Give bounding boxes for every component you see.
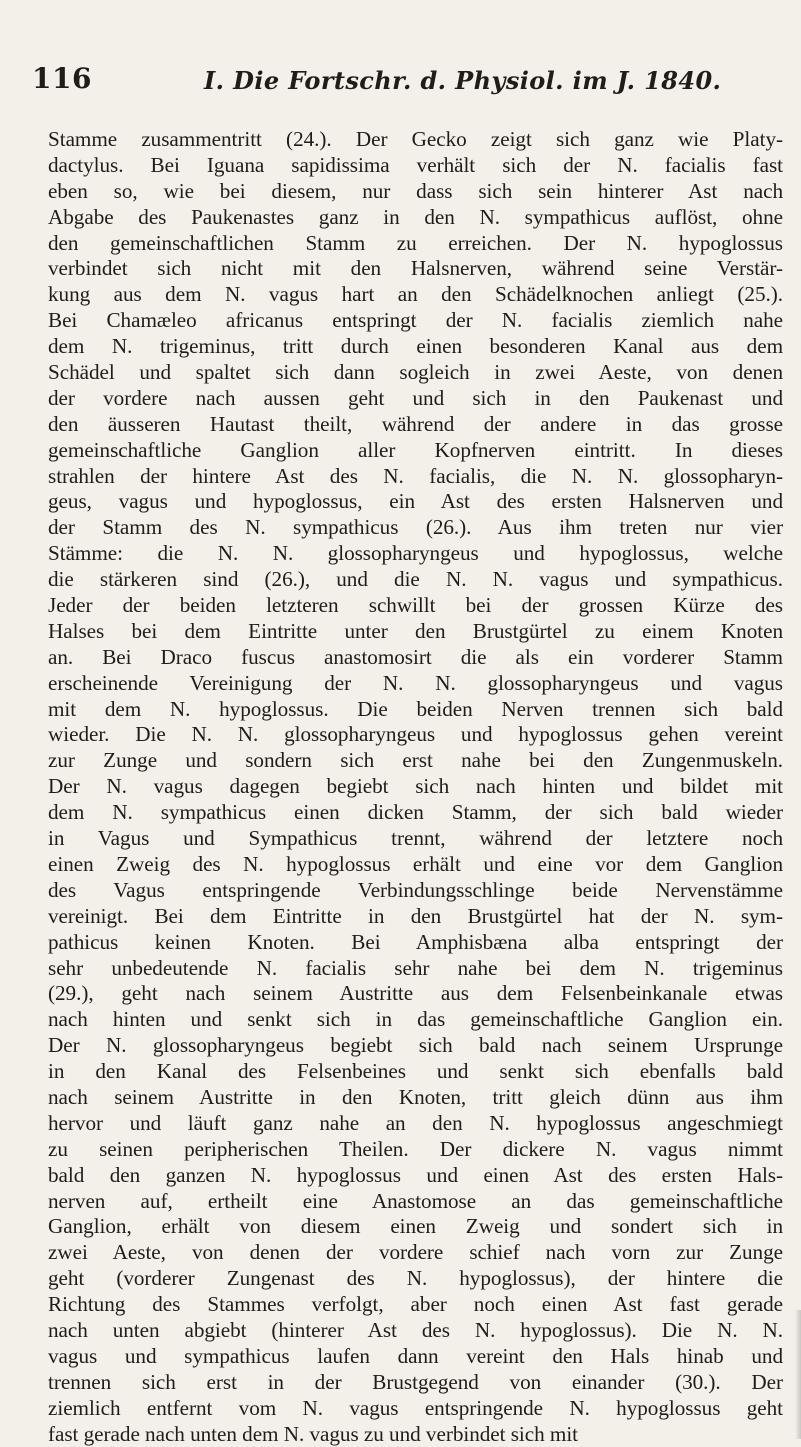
text-line: trennen sich erst in der Brustgegend von einander (30.). Der	[48, 1369, 783, 1394]
text-line: Stamme zusammentritt (24.). Der Gecko zeigt sich ganz wie Platy-	[48, 127, 783, 151]
text-line: gemeinschaftliche Ganglion aller Kopfnerven eintritt. In dieses	[48, 437, 783, 462]
text-line: dactylus. Bei Iguana sapidissima verhält sich der N. facialis fast	[48, 152, 783, 177]
text-line: dem N. trigeminus, tritt durch einen besonderen Kanal aus dem	[48, 334, 783, 359]
text-line: der Stamm des N. sympathicus (26.). Aus ihm treten nur vier	[48, 515, 783, 540]
text-line: Richtung des Stammes verfolgt, aber noch einen Ast fast gerade	[48, 1292, 783, 1317]
text-line: an. Bei Draco fuscus anastomosirt die als ein vorderer Stamm	[48, 644, 783, 669]
text-line: Halses bei dem Eintritte unter den Brustgürtel zu einem Knoten	[48, 618, 783, 643]
text-line: Stämme: die N. N. glossopharyngeus und hypoglossus, welche	[48, 541, 783, 566]
text-line: Der N. vagus dagegen begiebt sich nach hinten und bildet mit	[48, 774, 783, 799]
text-line: erscheinende Vereinigung der N. N. glossopharyngeus und vagus	[48, 670, 783, 695]
text-line: einen Zweig des N. hypoglossus erhält und eine vor dem Ganglion	[48, 851, 783, 876]
text-line: hervor und läuft ganz nahe an den N. hypoglossus angeschmiegt	[48, 1110, 783, 1135]
text-line: kung aus dem N. vagus hart an den Schädelknochen anliegt (25.).	[48, 282, 783, 307]
running-head: I. Die Fortschr. d. Physiol. im J. 1840.	[204, 66, 722, 95]
page-number: 116	[32, 62, 92, 95]
text-line: verbindet sich nicht mit den Halsnerven, während seine Verstär-	[48, 256, 783, 281]
text-line: nach unten abgiebt (hinterer Ast des N. hypoglossus). Die N. N.	[48, 1317, 783, 1342]
text-line: zur Zunge und sondern sich erst nahe bei den Zungenmuskeln.	[48, 748, 783, 773]
text-line: in den Kanal des Felsenbeines und senkt sich ebenfalls bald	[48, 1059, 783, 1084]
text-line: des Vagus entspringende Verbindungsschlinge beide Nervenstämme	[48, 877, 783, 902]
body-text	[48, 127, 783, 1447]
text-line: strahlen der hintere Ast des N. facialis, die N. N. glossopharyn-	[48, 463, 783, 488]
text-line: eben so, wie bei diesem, nur dass sich sein hinterer Ast nach	[48, 178, 783, 203]
text-line: geht (vorderer Zungenast des N. hypoglossus), der hintere die	[48, 1266, 783, 1291]
text-line: den äusseren Hautast theilt, während der andere in das grosse	[48, 411, 783, 436]
text-line: Jeder der beiden letzteren schwillt bei der grossen Kürze des	[48, 593, 783, 618]
text-line: mit dem N. hypoglossus. Die beiden Nerven trennen sich bald	[48, 696, 783, 721]
text-line: wieder. Die N. N. glossopharyngeus und hypoglossus gehen vereint	[48, 722, 783, 747]
text-line: geus, vagus und hypoglossus, ein Ast des ersten Halsnerven und	[48, 489, 783, 514]
text-line: vereinigt. Bei dem Eintritte in den Brustgürtel hat der N. sym-	[48, 903, 783, 928]
text-line: Bei Chamæleo africanus entspringt der N. facialis ziemlich nahe	[48, 308, 783, 333]
text-line: vagus und sympathicus laufen dann vereint den Hals hinab und	[48, 1343, 783, 1368]
page-edge-shadow	[795, 1310, 801, 1439]
text-line: den gemeinschaftlichen Stamm zu erreichen. Der N. hypoglossus	[48, 230, 783, 255]
text-line: Schädel und spaltet sich dann sogleich in zwei Aeste, von denen	[48, 360, 783, 385]
text-line: nach hinten und senkt sich in das gemeinschaftliche Ganglion ein.	[48, 1007, 783, 1032]
text-line: die stärkeren sind (26.), und die N. N. vagus und sympathicus.	[48, 567, 783, 592]
text-line: nerven auf, ertheilt eine Anastomose an das gemeinschaftliche	[48, 1188, 783, 1213]
page-header	[32, 62, 732, 102]
text-line: sehr unbedeutende N. facialis sehr nahe bei dem N. trigeminus	[48, 955, 783, 980]
text-line: bald den ganzen N. hypoglossus und einen Ast des ersten Hals-	[48, 1162, 783, 1187]
text-line: dem N. sympathicus einen dicken Stamm, der sich bald wieder	[48, 800, 783, 825]
text-line: Ganglion, erhält von diesem einen Zweig und sondert sich in	[48, 1214, 783, 1239]
text-line: nach seinem Austritte in den Knoten, tritt gleich dünn aus ihm	[48, 1084, 783, 1109]
text-line: der vordere nach aussen geht und sich in den Paukenast und	[48, 385, 783, 410]
text-line: ziemlich entfernt vom N. vagus entspringende N. hypoglossus geht	[48, 1395, 783, 1420]
text-line: pathicus keinen Knoten. Bei Amphisbæna alba entspringt der	[48, 929, 783, 954]
text-line: zwei Aeste, von denen der vordere schief nach vorn zur Zunge	[48, 1240, 783, 1265]
text-line: Der N. glossopharyngeus begiebt sich bald nach seinem Ursprunge	[48, 1033, 783, 1058]
text-line: (29.), geht nach seinem Austritte aus dem Felsenbeinkanale etwas	[48, 981, 783, 1006]
text-line: Abgabe des Paukenastes ganz in den N. sympathicus auflöst, ohne	[48, 204, 783, 229]
text-line: zu seinen peripherischen Theilen. Der dickere N. vagus nimmt	[48, 1136, 783, 1161]
text-line: fast gerade nach unten dem N. vagus zu und verbindet sich mit	[48, 1421, 579, 1446]
text-line: in Vagus und Sympathicus trennt, während der letztere noch	[48, 826, 783, 851]
